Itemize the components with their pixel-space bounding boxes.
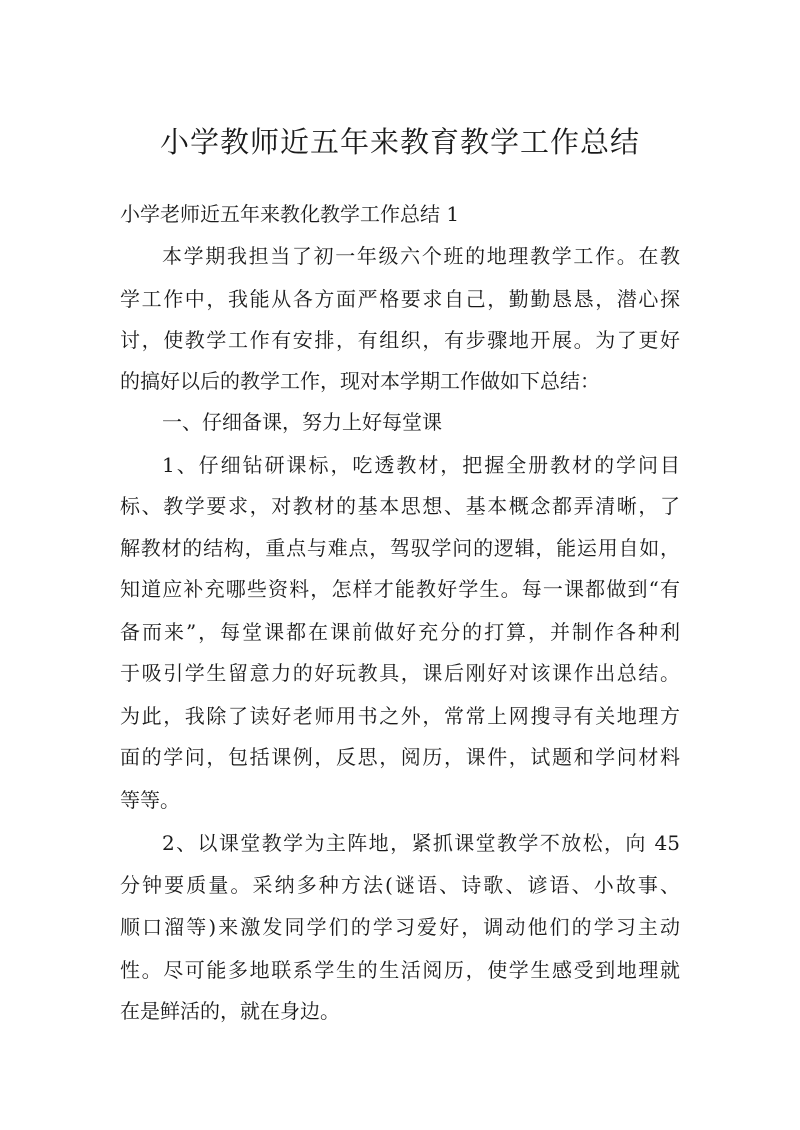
section-heading: 小学老师近五年来教化教学工作总结 1	[120, 202, 460, 226]
text-line: 解教材的结构，重点与难点，驾驭学问的逻辑，能运用自如，	[120, 536, 680, 560]
text-line: 本学期我担当了初一年级六个班的地理教学工作。在教	[162, 244, 680, 268]
text-line: 学工作中，我能从各方面严格要求自己，勤勤恳恳，潜心探	[120, 287, 680, 311]
text-line: 分钟要质量。采纳多种方法(谜语、诗歌、谚语、小故事、	[120, 873, 680, 897]
text-line: 面的学问，包括课例，反思，阅历，课件，试题和学问材料	[120, 745, 680, 769]
text-line: 2、以课堂教学为主阵地，紧抓课堂教学不放松，向 45	[162, 831, 680, 855]
text-line: 顺口溜等)来激发同学们的学习爱好，调动他们的学习主动	[120, 915, 680, 939]
text-line: 备而来”，每堂课都在课前做好充分的打算，并制作各种利	[120, 620, 680, 644]
text-line: 一、仔细备课，努力上好每堂课	[162, 410, 442, 434]
text-line: 在是鲜活的，就在身边。	[120, 999, 340, 1023]
text-line: 知道应补充哪些资料，怎样才能教好学生。每一课都做到“有	[120, 577, 680, 601]
text-line: 于吸引学生留意力的好玩教具，课后刚好对该课作出总结。	[120, 661, 680, 685]
text-line: 等等。	[120, 788, 180, 812]
text-line: 为此，我除了读好老师用书之外，常常上网搜寻有关地理方	[120, 704, 680, 728]
text-line: 性。尽可能多地联系学生的生活阅历，使学生感受到地理就	[120, 958, 680, 982]
text-line: 标、教学要求，对教材的基本思想、基本概念都弄清晰，了	[120, 494, 680, 518]
text-line: 讨，使教学工作有安排，有组织，有步骤地开展。为了更好	[120, 328, 680, 352]
document-title: 小学教师近五年来教育教学工作总结	[159, 125, 640, 159]
text-line: 1、仔细钻研课标，吃透教材，把握全册教材的学问目	[162, 453, 680, 477]
text-line: 的搞好以后的教学工作，现对本学期工作做如下总结：	[120, 369, 600, 393]
